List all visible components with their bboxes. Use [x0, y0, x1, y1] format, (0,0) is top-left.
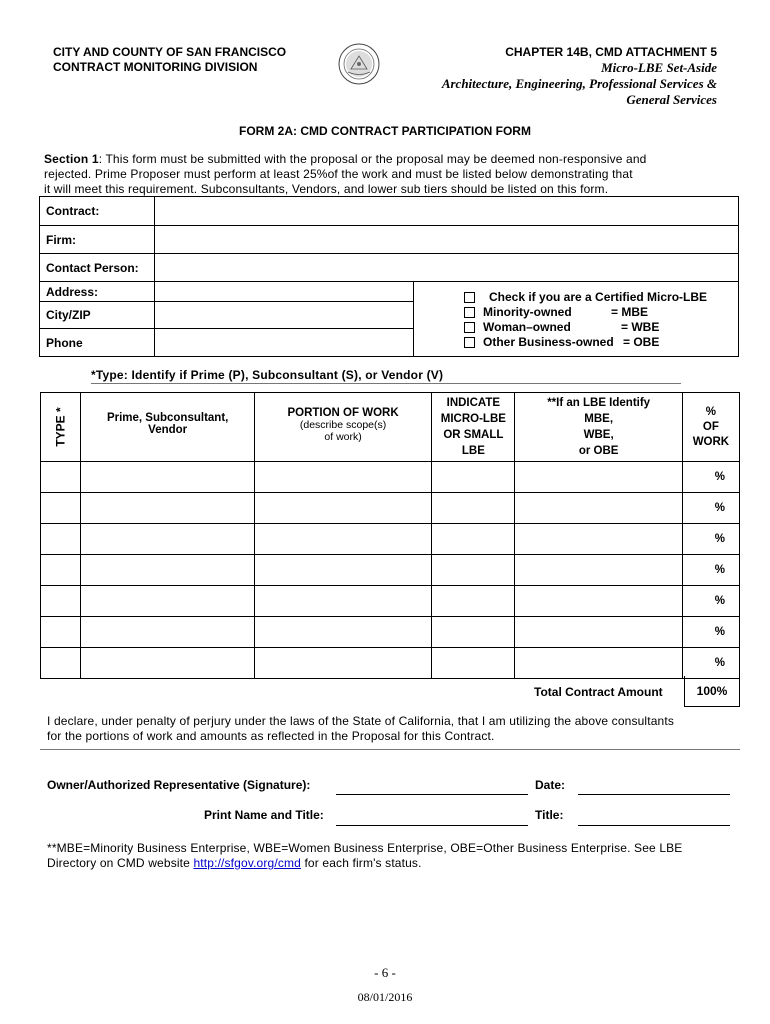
header-right [442, 45, 717, 108]
percent-cell[interactable]: % [682, 555, 739, 586]
portion-header: PORTION OF WORK (describe scope(s) of work) [254, 393, 431, 462]
section-1-text [44, 152, 734, 197]
certification-box [414, 282, 739, 357]
footnote-line-2-end: for each firm's status. [300, 856, 422, 870]
percent-cell[interactable]: % [682, 586, 739, 617]
percent-cell[interactable]: % [682, 493, 739, 524]
header-left [53, 45, 286, 75]
general-services-line: General Services [626, 92, 717, 107]
contact-person-field[interactable] [155, 254, 739, 282]
contract-label: Contract: [40, 197, 155, 226]
percent-cell[interactable]: % [682, 617, 739, 648]
declaration-rule [40, 749, 740, 750]
title-field[interactable] [578, 825, 730, 826]
certified-label: Check if you are a Certified Micro-LBE [489, 290, 708, 304]
woman-checkbox[interactable] [464, 322, 475, 333]
city-zip-label: City/ZIP [40, 302, 155, 329]
date-label: Date: [535, 778, 566, 792]
footnote [47, 841, 737, 871]
lbe-identify-header: **If an LBE Identify MBE, WBE, or OBE [515, 393, 682, 462]
city-county-title: CITY AND COUNTY OF SAN FRANCISCO [53, 45, 287, 59]
prime-header: Prime, Subconsultant, Vendor [81, 393, 254, 462]
percent-cell[interactable]: % [682, 462, 739, 493]
other-label: Other Business-owned [483, 335, 614, 349]
minority-label: Minority-owned [483, 305, 572, 319]
table-row [41, 524, 740, 555]
percent-cell[interactable]: % [682, 524, 739, 555]
certified-checkbox[interactable] [464, 292, 475, 303]
declaration [47, 714, 737, 744]
page-number: - 6 - [374, 965, 396, 980]
division-title: CONTRACT MONITORING DIVISION [53, 60, 258, 74]
print-name-label: Print Name and Title: [204, 808, 324, 822]
footnote-line-1: **MBE=Minority Business Enterprise, WBE=Women Business Enterprise, OBE=Other Business Enterprise. See LBE [47, 841, 683, 855]
owner-signature-label: Owner/Authorized Representative (Signature): [47, 778, 311, 792]
table-row [41, 648, 740, 679]
type-note-rule [91, 383, 681, 384]
phone-field[interactable] [155, 329, 414, 357]
table-row [41, 462, 740, 493]
form-title: FORM 2A: CMD CONTRACT PARTICIPATION FORM [239, 124, 531, 138]
declaration-line-1: I declare, under penalty of perjury under the laws of the State of California, that I am utilizing the above consultants [47, 714, 675, 728]
minority-checkbox[interactable] [464, 307, 475, 318]
table-row [41, 586, 740, 617]
minority-code: = MBE [611, 305, 649, 319]
other-checkbox[interactable] [464, 337, 475, 348]
declaration-line-2: for the portions of work and amounts as reflected in the Proposal for this Contract. [47, 729, 495, 743]
table-row [41, 555, 740, 586]
contract-info-table [39, 196, 739, 357]
total-label: Total Contract Amount [534, 685, 663, 699]
footer-date: 08/01/2016 [357, 990, 413, 1004]
type-header: TYPE * [41, 393, 81, 462]
section-1-line-2: rejected. Prime Proposer must perform at least 25%of the work and must be listed below demonstrating that [44, 167, 633, 181]
footnote-line-2: Directory on CMD website [47, 856, 194, 870]
table-row [41, 493, 740, 524]
percent-cell[interactable]: % [682, 648, 739, 679]
contract-field[interactable] [155, 197, 739, 226]
other-code: = OBE [623, 335, 660, 349]
phone-label: Phone [40, 329, 155, 357]
section-1-line-1: : This form must be submitted with the proposal or the proposal may be deemed non-responsive and [98, 152, 647, 166]
city-zip-field[interactable] [155, 302, 414, 329]
firm-field[interactable] [155, 226, 739, 254]
services-line: Architecture, Engineering, Professional Services & [441, 76, 717, 91]
date-field[interactable] [578, 794, 730, 795]
table-row [41, 617, 740, 648]
cmd-website-link[interactable]: http://sfgov.org/cmd [193, 856, 301, 870]
woman-label: Woman–owned [483, 320, 571, 334]
set-aside-title: Micro-LBE Set-Aside [601, 60, 717, 75]
seal-icon [338, 43, 380, 85]
woman-code: = WBE [621, 320, 660, 334]
print-name-field[interactable] [336, 825, 528, 826]
percent-header: % OF WORK [682, 393, 739, 462]
chapter-title: CHAPTER 14B, CMD ATTACHMENT 5 [505, 45, 717, 59]
indicate-header: INDICATE MICRO-LBE OR SMALL LBE [432, 393, 515, 462]
type-note: *Type: Identify if Prime (P), Subconsultant (S), or Vendor (V) [91, 368, 444, 382]
address-label: Address: [40, 282, 155, 302]
owner-signature-field[interactable] [336, 794, 528, 795]
title-label: Title: [535, 808, 564, 822]
section-1-line-3: it will meet this requirement. Subconsultants, Vendors, and lower sub tiers should be listed on this form. [44, 182, 609, 196]
participation-table [40, 392, 740, 679]
section-1-label: Section 1 [44, 152, 99, 166]
firm-label: Firm: [40, 226, 155, 254]
contact-person-label: Contact Person: [40, 254, 155, 282]
total-value: 100% [684, 676, 740, 707]
address-field[interactable] [155, 282, 414, 302]
